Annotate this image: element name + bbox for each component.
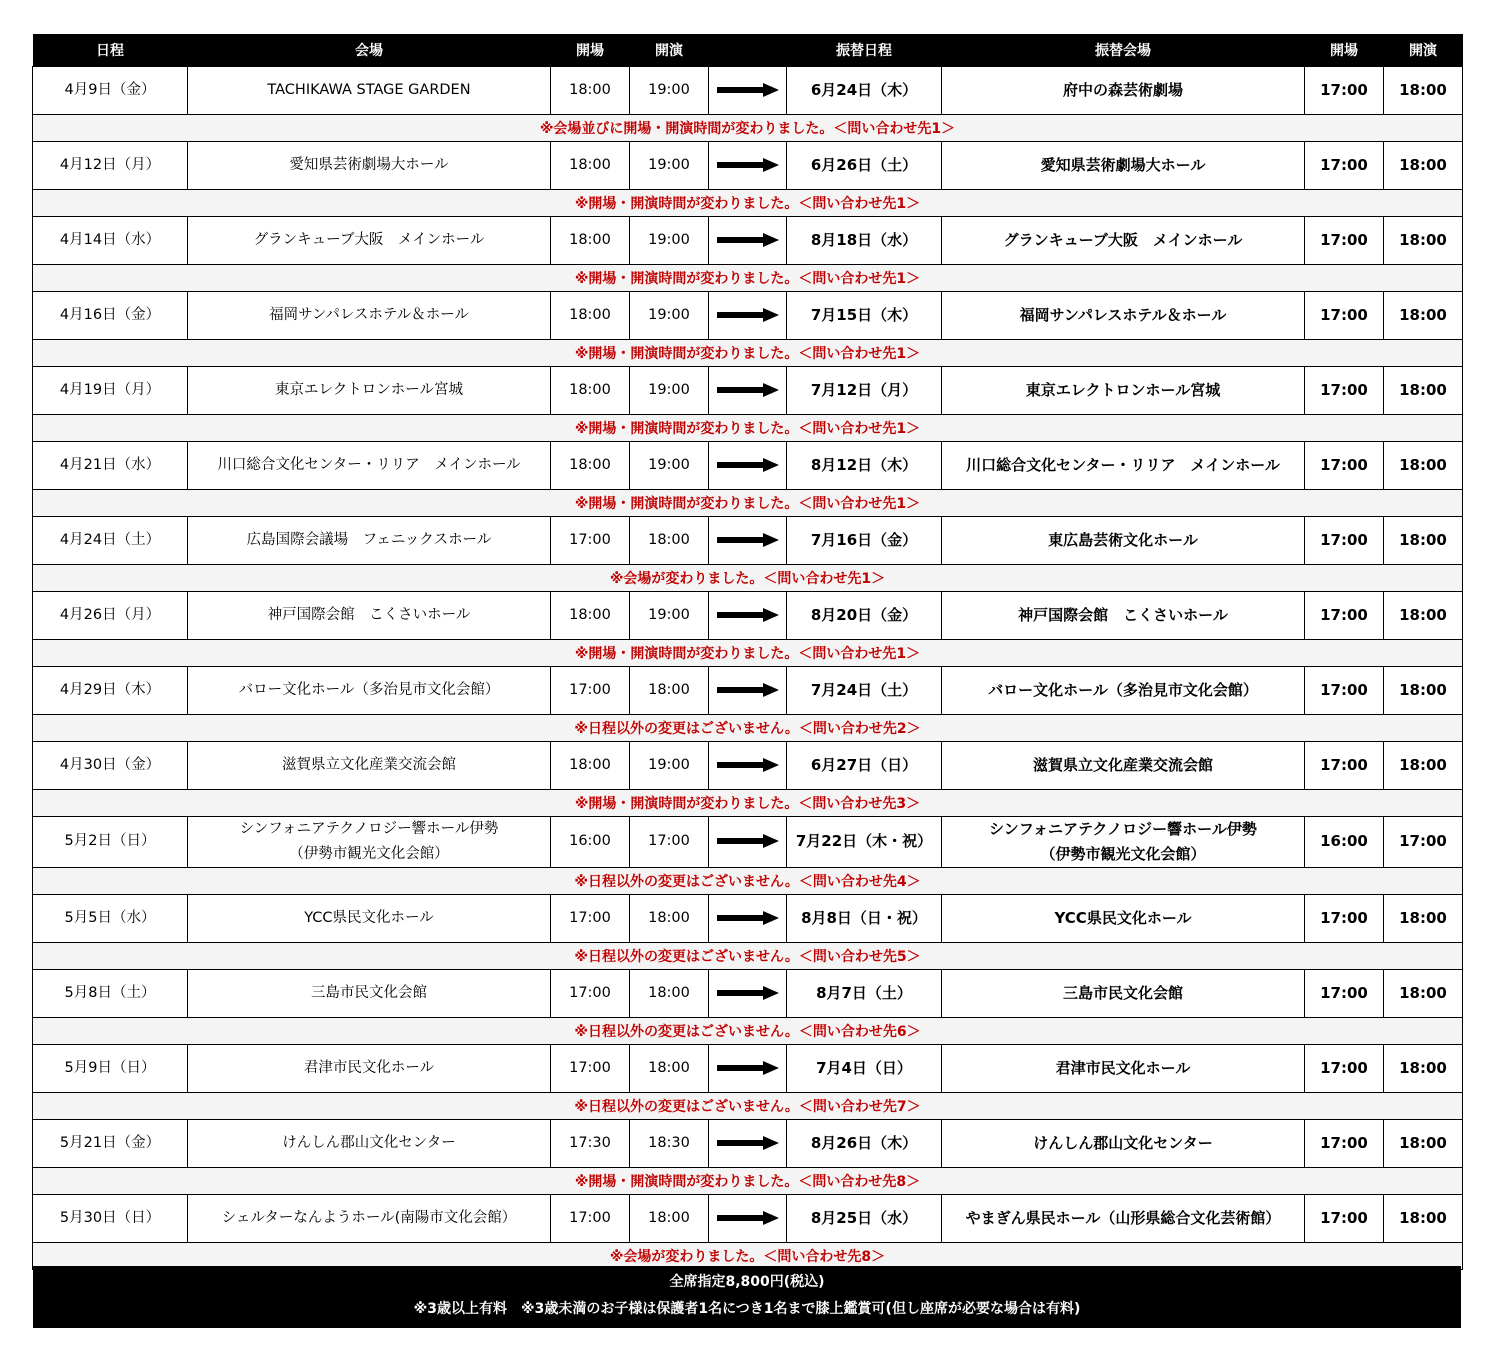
new-venue: [942, 441, 1305, 489]
event-row: [33, 591, 1463, 639]
arrow-cell: [709, 441, 787, 489]
original-venue-line: シェルターなんようホール(南陽市文化会館）: [221, 1209, 517, 1226]
original-venue: [188, 291, 551, 339]
new-start-time: 17:00: [1384, 816, 1463, 867]
event-row: [33, 894, 1463, 942]
event-row: [33, 366, 1463, 414]
new-start-time: 18:00: [1384, 666, 1463, 714]
original-venue-line: 君津市民文化ホール: [303, 1059, 435, 1076]
new-venue-line: 三島市民文化会館: [1062, 983, 1183, 1002]
new-date: 6月26日（土）: [787, 141, 942, 189]
new-venue-line: 君津市民文化ホール: [1055, 1058, 1191, 1077]
right-arrow-icon: [717, 458, 779, 472]
change-note: ※日程以外の変更はございません。＜問い合わせ先5＞: [33, 942, 1463, 969]
change-note: ※日程以外の変更はございません。＜問い合わせ先6＞: [33, 1017, 1463, 1044]
new-open-time: 17:00: [1305, 441, 1384, 489]
new-start-time: 18:00: [1384, 216, 1463, 264]
right-arrow-icon: [717, 1211, 779, 1225]
event-row: [33, 1044, 1463, 1092]
change-note-row: [33, 1242, 1463, 1269]
original-start-time: 18:30: [630, 1119, 709, 1167]
new-date: 8月18日（水）: [787, 216, 942, 264]
new-open-time: 17:00: [1305, 894, 1384, 942]
original-open-time: 18:00: [551, 441, 630, 489]
arrow-cell: [709, 66, 787, 114]
original-date: 5月21日（金）: [33, 1119, 188, 1167]
arrow-cell: [709, 894, 787, 942]
change-note: ※会場が変わりました。＜問い合わせ先1＞: [33, 564, 1463, 591]
new-open-time: 17:00: [1305, 969, 1384, 1017]
arrow-cell: [709, 666, 787, 714]
new-venue-line: 福岡サンパレスホテル＆ホール: [1019, 305, 1227, 324]
event-row: [33, 816, 1463, 867]
original-date: 4月12日（月）: [33, 141, 188, 189]
new-venue-line: グランキューブ大阪 メインホール: [1003, 230, 1243, 249]
original-start-time: 18:00: [630, 666, 709, 714]
original-date: 4月29日（木）: [33, 666, 188, 714]
original-date: 4月16日（金）: [33, 291, 188, 339]
original-venue-line: YCC県民文化ホール: [304, 909, 434, 926]
change-note-row: [33, 114, 1463, 141]
right-arrow-icon: [717, 1136, 779, 1150]
original-venue: [188, 66, 551, 114]
original-venue-line: 東京エレクトロンホール宮城: [275, 381, 463, 398]
arrow-cell: [709, 741, 787, 789]
change-note-row: [33, 564, 1463, 591]
new-open-time: 17:00: [1305, 141, 1384, 189]
right-arrow-icon: [717, 1061, 779, 1075]
change-note: ※開場・開演時間が変わりました。＜問い合わせ先1＞: [33, 414, 1463, 441]
header-venue: 会場: [188, 34, 551, 66]
change-note: ※開場・開演時間が変わりました。＜問い合わせ先1＞: [33, 189, 1463, 216]
original-venue: [188, 216, 551, 264]
new-venue: [942, 141, 1305, 189]
original-venue-line: 神戸国際会館 こくさいホール: [267, 606, 471, 623]
header-open: 開場: [551, 34, 630, 66]
original-venue-line: TACHIKAWA STAGE GARDEN: [267, 81, 471, 98]
new-venue: [942, 894, 1305, 942]
new-date: 8月7日（土）: [787, 969, 942, 1017]
header-new-venue: 振替会場: [942, 34, 1305, 66]
change-note: ※会場が変わりました。＜問い合わせ先8＞: [33, 1242, 1463, 1269]
new-venue: [942, 1044, 1305, 1092]
new-venue: [942, 969, 1305, 1017]
right-arrow-icon: [717, 758, 779, 772]
original-open-time: 17:00: [551, 969, 630, 1017]
original-venue: [188, 1044, 551, 1092]
original-date: 5月30日（日）: [33, 1194, 188, 1242]
original-open-time: 17:00: [551, 666, 630, 714]
new-open-time: 17:00: [1305, 1194, 1384, 1242]
new-venue-line: 滋賀県立文化産業交流会館: [1032, 755, 1213, 774]
event-row: [33, 741, 1463, 789]
event-row: [33, 141, 1463, 189]
new-venue: [942, 1119, 1305, 1167]
original-start-time: 19:00: [630, 741, 709, 789]
original-date: 5月9日（日）: [33, 1044, 188, 1092]
event-row: [33, 66, 1463, 114]
new-open-time: 17:00: [1305, 1119, 1384, 1167]
right-arrow-icon: [717, 533, 779, 547]
original-date: 5月5日（水）: [33, 894, 188, 942]
original-venue: [188, 741, 551, 789]
new-date: 7月16日（金）: [787, 516, 942, 564]
arrow-cell: [709, 141, 787, 189]
new-venue: [942, 666, 1305, 714]
arrow-cell: [709, 969, 787, 1017]
new-start-time: 18:00: [1384, 291, 1463, 339]
new-date: 8月8日（日・祝）: [787, 894, 942, 942]
change-note: ※開場・開演時間が変わりました。＜問い合わせ先1＞: [33, 339, 1463, 366]
event-row: [33, 441, 1463, 489]
new-start-time: 18:00: [1384, 516, 1463, 564]
original-open-time: 18:00: [551, 216, 630, 264]
original-open-time: 18:00: [551, 741, 630, 789]
new-venue: [942, 66, 1305, 114]
original-open-time: 18:00: [551, 366, 630, 414]
arrow-cell: [709, 816, 787, 867]
new-open-time: 17:00: [1305, 591, 1384, 639]
new-venue-line: 東京エレクトロンホール宮城: [1025, 380, 1221, 399]
original-start-time: 19:00: [630, 591, 709, 639]
new-venue: [942, 366, 1305, 414]
header-new-open: 開場: [1305, 34, 1384, 66]
new-date: 6月24日（木）: [787, 66, 942, 114]
change-note: ※日程以外の変更はございません。＜問い合わせ先4＞: [33, 867, 1463, 894]
new-venue: [942, 591, 1305, 639]
change-note: ※開場・開演時間が変わりました。＜問い合わせ先1＞: [33, 639, 1463, 666]
original-start-time: 18:00: [630, 1044, 709, 1092]
new-start-time: 18:00: [1384, 366, 1463, 414]
new-open-time: 16:00: [1305, 816, 1384, 867]
header-row: [33, 34, 1463, 66]
new-open-time: 17:00: [1305, 366, 1384, 414]
new-venue-line: （伊勢市観光文化会館）: [1040, 844, 1206, 863]
original-date: 5月8日（土）: [33, 969, 188, 1017]
right-arrow-icon: [717, 683, 779, 697]
change-note: ※開場・開演時間が変わりました。＜問い合わせ先8＞: [33, 1167, 1463, 1194]
new-venue-line: 府中の森芸術劇場: [1062, 80, 1183, 99]
schedule-body: [33, 66, 1463, 1269]
arrow-cell: [709, 516, 787, 564]
original-venue: [188, 366, 551, 414]
header-start: 開演: [630, 34, 709, 66]
original-start-time: 17:00: [630, 816, 709, 867]
ticket-price: 全席指定8,800円(税込): [669, 1274, 825, 1290]
new-open-time: 17:00: [1305, 666, 1384, 714]
event-row: [33, 1194, 1463, 1242]
new-venue: [942, 216, 1305, 264]
original-open-time: 18:00: [551, 66, 630, 114]
original-venue-line: バロー文化ホール（多治見市文化会館）: [238, 681, 500, 698]
new-date: 8月20日（金）: [787, 591, 942, 639]
original-date: 4月19日（月）: [33, 366, 188, 414]
new-start-time: 18:00: [1384, 894, 1463, 942]
original-start-time: 19:00: [630, 66, 709, 114]
new-start-time: 18:00: [1384, 1194, 1463, 1242]
new-open-time: 17:00: [1305, 291, 1384, 339]
original-start-time: 18:00: [630, 516, 709, 564]
change-note-row: [33, 414, 1463, 441]
change-note: ※日程以外の変更はございません。＜問い合わせ先2＞: [33, 714, 1463, 741]
header-arrow: [709, 34, 787, 66]
original-venue-line: 福岡サンパレスホテル＆ホール: [269, 306, 469, 323]
new-venue-line: バロー文化ホール（多治見市文化会館）: [988, 680, 1258, 699]
arrow-cell: [709, 366, 787, 414]
new-venue-line: 神戸国際会館 こくさいホール: [1018, 605, 1228, 624]
header-new-start: 開演: [1384, 34, 1463, 66]
right-arrow-icon: [717, 911, 779, 925]
original-venue: [188, 816, 551, 867]
original-venue-line: （伊勢市観光文化会館）: [289, 845, 449, 862]
new-venue: [942, 516, 1305, 564]
original-venue: [188, 441, 551, 489]
right-arrow-icon: [717, 383, 779, 397]
original-date: 5月2日（日）: [33, 816, 188, 867]
right-arrow-icon: [717, 608, 779, 622]
new-date: 7月4日（日）: [787, 1044, 942, 1092]
original-venue-line: グランキューブ大阪 メインホール: [253, 231, 485, 248]
new-start-time: 18:00: [1384, 1119, 1463, 1167]
original-start-time: 19:00: [630, 441, 709, 489]
new-date: 7月15日（木）: [787, 291, 942, 339]
new-open-time: 17:00: [1305, 741, 1384, 789]
footer-bar: [33, 1266, 1461, 1328]
original-venue: [188, 666, 551, 714]
event-row: [33, 216, 1463, 264]
change-note-row: [33, 639, 1463, 666]
original-date: 4月24日（土）: [33, 516, 188, 564]
original-open-time: 18:00: [551, 141, 630, 189]
event-row: [33, 969, 1463, 1017]
new-date: 8月26日（木）: [787, 1119, 942, 1167]
new-open-time: 17:00: [1305, 66, 1384, 114]
original-venue: [188, 894, 551, 942]
new-venue-line: けんしん郡山文化センター: [1033, 1133, 1213, 1152]
new-start-time: 18:00: [1384, 441, 1463, 489]
arrow-cell: [709, 1044, 787, 1092]
arrow-cell: [709, 591, 787, 639]
right-arrow-icon: [717, 233, 779, 247]
original-venue: [188, 1119, 551, 1167]
change-note-row: [33, 714, 1463, 741]
right-arrow-icon: [717, 158, 779, 172]
new-open-time: 17:00: [1305, 516, 1384, 564]
new-date: 7月24日（土）: [787, 666, 942, 714]
change-note-row: [33, 339, 1463, 366]
child-policy-note: ※3歳以上有料 ※3歳未満のお子様は保護者1名につき1名まで膝上鑑賞可(但し座席が必要な場合は有料): [413, 1301, 1081, 1317]
new-venue-line: 愛知県芸術劇場大ホール: [1040, 155, 1206, 174]
new-venue-line: 東広島芸術文化ホール: [1048, 530, 1198, 549]
original-open-time: 18:00: [551, 291, 630, 339]
change-note: ※開場・開演時間が変わりました。＜問い合わせ先1＞: [33, 264, 1463, 291]
change-note-row: [33, 189, 1463, 216]
change-note: ※開場・開演時間が変わりました。＜問い合わせ先3＞: [33, 789, 1463, 816]
right-arrow-icon: [717, 308, 779, 322]
right-arrow-icon: [717, 986, 779, 1000]
event-row: [33, 291, 1463, 339]
change-note: ※会場並びに開場・開演時間が変わりました。＜問い合わせ先1＞: [33, 114, 1463, 141]
new-start-time: 18:00: [1384, 141, 1463, 189]
original-open-time: 17:00: [551, 516, 630, 564]
change-note-row: [33, 867, 1463, 894]
original-open-time: 17:30: [551, 1119, 630, 1167]
original-venue-line: 滋賀県立文化産業交流会館: [282, 756, 456, 773]
new-start-time: 18:00: [1384, 741, 1463, 789]
new-date: 8月25日（水）: [787, 1194, 942, 1242]
change-note-row: [33, 1017, 1463, 1044]
header-new-date: 振替日程: [787, 34, 942, 66]
original-date: 4月9日（金）: [33, 66, 188, 114]
new-venue-line: やまぎん県民ホール（山形県総合文化芸術館）: [965, 1208, 1281, 1227]
new-venue-line: YCC県民文化ホール: [1054, 908, 1192, 927]
arrow-cell: [709, 216, 787, 264]
change-note-row: [33, 1092, 1463, 1119]
event-row: [33, 1119, 1463, 1167]
original-open-time: 17:00: [551, 894, 630, 942]
original-start-time: 19:00: [630, 291, 709, 339]
new-venue: [942, 1194, 1305, 1242]
original-venue: [188, 591, 551, 639]
new-venue-line: 川口総合文化センター・リリア メインホール: [966, 455, 1280, 474]
new-venue: [942, 816, 1305, 867]
original-start-time: 18:00: [630, 1194, 709, 1242]
arrow-cell: [709, 1194, 787, 1242]
change-note-row: [33, 789, 1463, 816]
original-venue-line: 三島市民文化会館: [311, 984, 427, 1001]
event-row: [33, 516, 1463, 564]
original-date: 4月21日（水）: [33, 441, 188, 489]
original-start-time: 18:00: [630, 969, 709, 1017]
original-start-time: 19:00: [630, 366, 709, 414]
original-venue-line: 川口総合文化センター・リリア メインホール: [217, 456, 521, 473]
new-start-time: 18:00: [1384, 66, 1463, 114]
original-open-time: 18:00: [551, 591, 630, 639]
new-venue: [942, 741, 1305, 789]
change-note-row: [33, 489, 1463, 516]
original-start-time: 19:00: [630, 141, 709, 189]
right-arrow-icon: [717, 83, 779, 97]
new-date: 6月27日（日）: [787, 741, 942, 789]
new-open-time: 17:00: [1305, 216, 1384, 264]
new-date: 7月12日（月）: [787, 366, 942, 414]
new-date: 7月22日（木・祝）: [787, 816, 942, 867]
original-venue: [188, 1194, 551, 1242]
original-venue: [188, 141, 551, 189]
new-start-time: 18:00: [1384, 969, 1463, 1017]
change-note-row: [33, 264, 1463, 291]
change-note: ※日程以外の変更はございません。＜問い合わせ先7＞: [33, 1092, 1463, 1119]
new-date: 8月12日（木）: [787, 441, 942, 489]
change-note-row: [33, 942, 1463, 969]
header-date: 日程: [33, 34, 188, 66]
arrow-cell: [709, 291, 787, 339]
new-venue: [942, 291, 1305, 339]
change-note: ※開場・開演時間が変わりました。＜問い合わせ先1＞: [33, 489, 1463, 516]
new-start-time: 18:00: [1384, 591, 1463, 639]
new-start-time: 18:00: [1384, 1044, 1463, 1092]
original-venue-line: 広島国際会議場 フェニックスホール: [246, 531, 492, 548]
arrow-cell: [709, 1119, 787, 1167]
original-open-time: 17:00: [551, 1044, 630, 1092]
right-arrow-icon: [717, 834, 779, 848]
original-venue-line: シンフォニアテクノロジー響ホール伊勢: [239, 820, 499, 837]
original-date: 4月30日（金）: [33, 741, 188, 789]
original-start-time: 19:00: [630, 216, 709, 264]
new-venue-line: シンフォニアテクノロジー響ホール伊勢: [989, 819, 1257, 838]
original-open-time: 17:00: [551, 1194, 630, 1242]
original-date: 4月26日（月）: [33, 591, 188, 639]
change-note-row: [33, 1167, 1463, 1194]
original-venue: [188, 516, 551, 564]
original-date: 4月14日（水）: [33, 216, 188, 264]
original-venue-line: 愛知県芸術劇場大ホール: [289, 156, 449, 173]
schedule-table: [32, 34, 1463, 1270]
event-row: [33, 666, 1463, 714]
original-venue-line: けんしん郡山文化センター: [282, 1134, 456, 1151]
original-open-time: 16:00: [551, 816, 630, 867]
new-open-time: 17:00: [1305, 1044, 1384, 1092]
original-start-time: 18:00: [630, 894, 709, 942]
original-venue: [188, 969, 551, 1017]
